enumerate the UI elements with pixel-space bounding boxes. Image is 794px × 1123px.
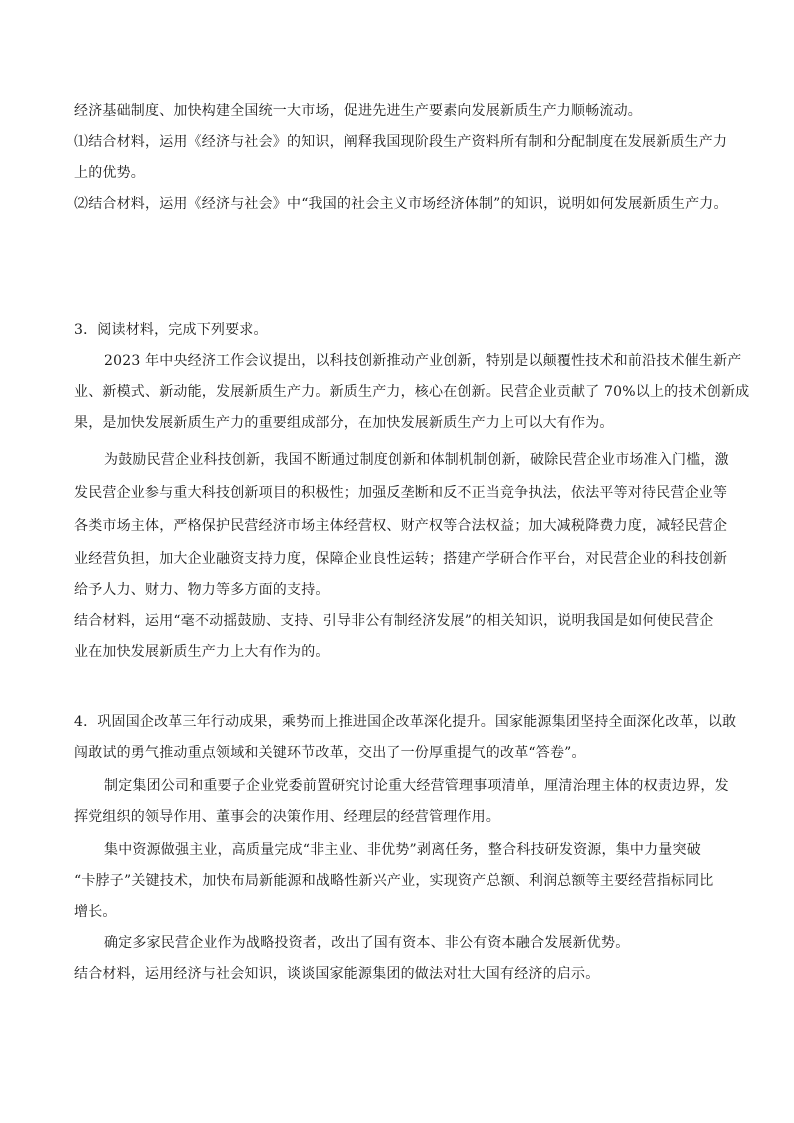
q3-material-p1-line2: 业、新模式、新动能，发展新质生产力。新质生产力，核心在创新。民营企业贡献了 70%以上的技术创新成 bbox=[74, 384, 750, 400]
q4-material-p1-line2: 挥党组织的领导作用、董事会的决策作用、经理层的经营管理作用。 bbox=[74, 809, 500, 825]
q3-material-p2-line4: 业经营负担，加大企业融资支持力度，保障企业良性运转；搭建产学研合作平台，对民营企业的科技创新 bbox=[74, 551, 728, 567]
q4-material-p1: 制定集团公司和重要子企业党委前置研究讨论重大经营管理事项清单，厘清治理主体的权责边界，发 bbox=[104, 778, 729, 794]
q3-material-p1-line3: 果，是加快发展新质生产力的重要组成部分，在加快发展新质生产力上可以大有作为。 bbox=[74, 415, 614, 431]
q4-material-p2-line2: “卡脖子”关键技术，加快布局新能源和战略性新兴产业，实现资产总额、利润总额等主要经营指标同比 bbox=[74, 873, 714, 889]
q3-task: 结合材料，运用“毫不动摇鼓励、支持、引导非公有制经济发展”的相关知识，说明我国是如何使民营企 bbox=[74, 613, 714, 629]
q2-material-tail: 经济基础制度、加快构建全国统一大市场，促进先进生产要素向发展新质生产力顺畅流动。 bbox=[74, 103, 642, 119]
q3-material-p2-line3: 各类市场主体，严格保护民营经济市场主体经营权、财产权等合法权益；加大减税降费力度，减轻民营企 bbox=[74, 518, 728, 534]
q4-material-p2-line3: 增长。 bbox=[74, 904, 117, 920]
q3-material-p2-line2: 发民营企业参与重大科技创新项目的积极性；加强反垄断和反不正当竞争执法，依法平等对待民营企业等 bbox=[74, 485, 728, 501]
q3-material-p1: 2023 年中央经济工作会议提出，以科技创新推动产业创新，特别是以颠覆性技术和前沿技术催生新产 bbox=[104, 353, 742, 369]
q4-material-p2: 集中资源做强主业，高质量完成“非主业、非优势”剥离任务，整合科技研发资源，集中力量突破 bbox=[104, 842, 701, 858]
q4-intro: 4．巩固国企改革三年行动成果，乘势而上推进国企改革深化提升。国家能源集团坚持全面深化改革，以敢 bbox=[74, 714, 737, 730]
q2-subquestion-1: ⑴结合材料，运用《经济与社会》的知识，阐释我国现阶段生产资料所有制和分配制度在发展新质生产力 bbox=[74, 134, 728, 150]
q3-task-line2: 业在加快发展新质生产力上大有作为的。 bbox=[74, 644, 330, 660]
q3-header: 3．阅读材料，完成下列要求。 bbox=[74, 322, 268, 338]
q3-material-p2: 为鼓励民营企业科技创新，我国不断通过制度创新和体制机制创新，破除民营企业市场准入门槛，激 bbox=[104, 452, 729, 468]
q4-task: 结合材料，运用经济与社会知识，谈谈国家能源集团的做法对壮大国有经济的启示。 bbox=[74, 966, 600, 982]
q4-material-p3: 确定多家民营企业作为战略投资者，改出了国有资本、非公有资本融合发展新优势。 bbox=[104, 935, 630, 951]
q3-material-p2-line5: 给予人力、财力、物力等多方面的支持。 bbox=[74, 582, 330, 598]
q2-subquestion-2: ⑵结合材料，运用《经济与社会》中“我国的社会主义市场经济体制”的知识，说明如何发展新质生产力。 bbox=[74, 196, 728, 212]
q4-intro-line2: 闯敢试的勇气推动重点领域和关键环节改革，交出了一份厚重提气的改革“答卷”。 bbox=[74, 745, 586, 761]
q2-subquestion-1-cont: 上的优势。 bbox=[74, 165, 145, 181]
